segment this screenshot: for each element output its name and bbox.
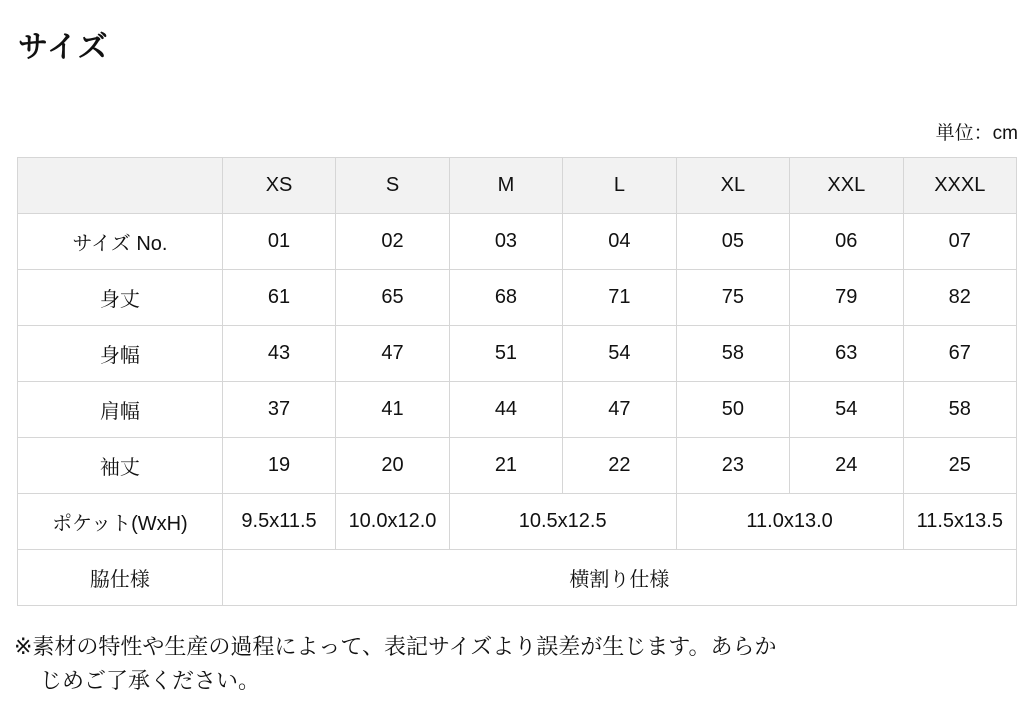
cell-sleeve-length-xl: 23 [676,438,789,494]
cell-shoulder-width-xxxl: 58 [903,382,1016,438]
row-label-pocket: ポケット(WxH) [18,494,223,550]
size-table-container [17,157,1017,606]
column-header-s: S [336,158,449,214]
cell-pocket-xs: 9.5x11.5 [222,494,335,550]
footnote-line-2: じめご了承ください。 [40,668,261,694]
cell-pocket-xxxl: 11.5x13.5 [903,494,1016,550]
cell-shoulder-width-l: 47 [563,382,676,438]
cell-shoulder-width-m: 44 [449,382,562,438]
cell-body-length-xl: 75 [676,270,789,326]
table-header-row [18,158,1017,214]
table-header [18,158,1017,214]
table-row [18,214,1017,270]
cell-body-length-xxxl: 82 [903,270,1016,326]
cell-shoulder-width-xl: 50 [676,382,789,438]
cell-size-no-xxxl: 07 [903,214,1016,270]
cell-body-width-s: 47 [336,326,449,382]
table-corner-cell [18,158,223,214]
cell-size-no-xxl: 06 [790,214,903,270]
table-row [18,382,1017,438]
cell-shoulder-width-xs: 37 [222,382,335,438]
table-body [18,214,1017,606]
cell-size-no-l: 04 [563,214,676,270]
table-row [18,438,1017,494]
table-row-pocket [18,494,1017,550]
column-header-xxxl: XXXL [903,158,1016,214]
column-header-l: L [563,158,676,214]
row-label-sleeve-length: 袖丈 [18,438,223,494]
column-header-m: M [449,158,562,214]
cell-size-no-m: 03 [449,214,562,270]
cell-pocket-m-l: 10.5x12.5 [449,494,676,550]
footnote-line-1: ※素材の特性や生産の過程によって、表記サイズより誤差が生じます。あらか [14,634,777,659]
cell-body-length-m: 68 [449,270,562,326]
row-label-size-no: サイズ No. [18,214,223,270]
cell-sleeve-length-xs: 19 [222,438,335,494]
cell-sleeve-length-xxl: 24 [790,438,903,494]
cell-body-width-xxl: 63 [790,326,903,382]
footnote [14,630,1024,698]
cell-pocket-xl-xxl: 11.0x13.0 [676,494,903,550]
cell-body-width-xl: 58 [676,326,789,382]
cell-body-length-l: 71 [563,270,676,326]
cell-body-width-xs: 43 [222,326,335,382]
cell-body-width-xxxl: 67 [903,326,1016,382]
table-row [18,326,1017,382]
cell-body-length-xxl: 79 [790,270,903,326]
cell-pocket-s: 10.0x12.0 [336,494,449,550]
cell-body-length-s: 65 [336,270,449,326]
row-label-body-length: 身丈 [18,270,223,326]
cell-size-no-s: 02 [336,214,449,270]
cell-sleeve-length-xxxl: 25 [903,438,1016,494]
unit-note: 単位：cm [935,123,1018,144]
row-label-body-width: 身幅 [18,326,223,382]
cell-size-no-xs: 01 [222,214,335,270]
cell-shoulder-width-s: 41 [336,382,449,438]
cell-body-length-xs: 61 [222,270,335,326]
cell-body-width-m: 51 [449,326,562,382]
row-label-side-spec: 脇仕様 [18,550,223,606]
cell-sleeve-length-l: 22 [563,438,676,494]
cell-shoulder-width-xxl: 54 [790,382,903,438]
table-row [18,270,1017,326]
table-row-side-spec [18,550,1017,606]
cell-body-width-l: 54 [563,326,676,382]
cell-size-no-xl: 05 [676,214,789,270]
cell-sleeve-length-m: 21 [449,438,562,494]
column-header-xxl: XXL [790,158,903,214]
cell-side-spec-all: 横割り仕様 [222,550,1016,606]
size-table [17,157,1017,606]
row-label-shoulder-width: 肩幅 [18,382,223,438]
column-header-xs: XS [222,158,335,214]
page-title: サイズ [18,31,109,64]
column-header-xl: XL [676,158,789,214]
cell-sleeve-length-s: 20 [336,438,449,494]
